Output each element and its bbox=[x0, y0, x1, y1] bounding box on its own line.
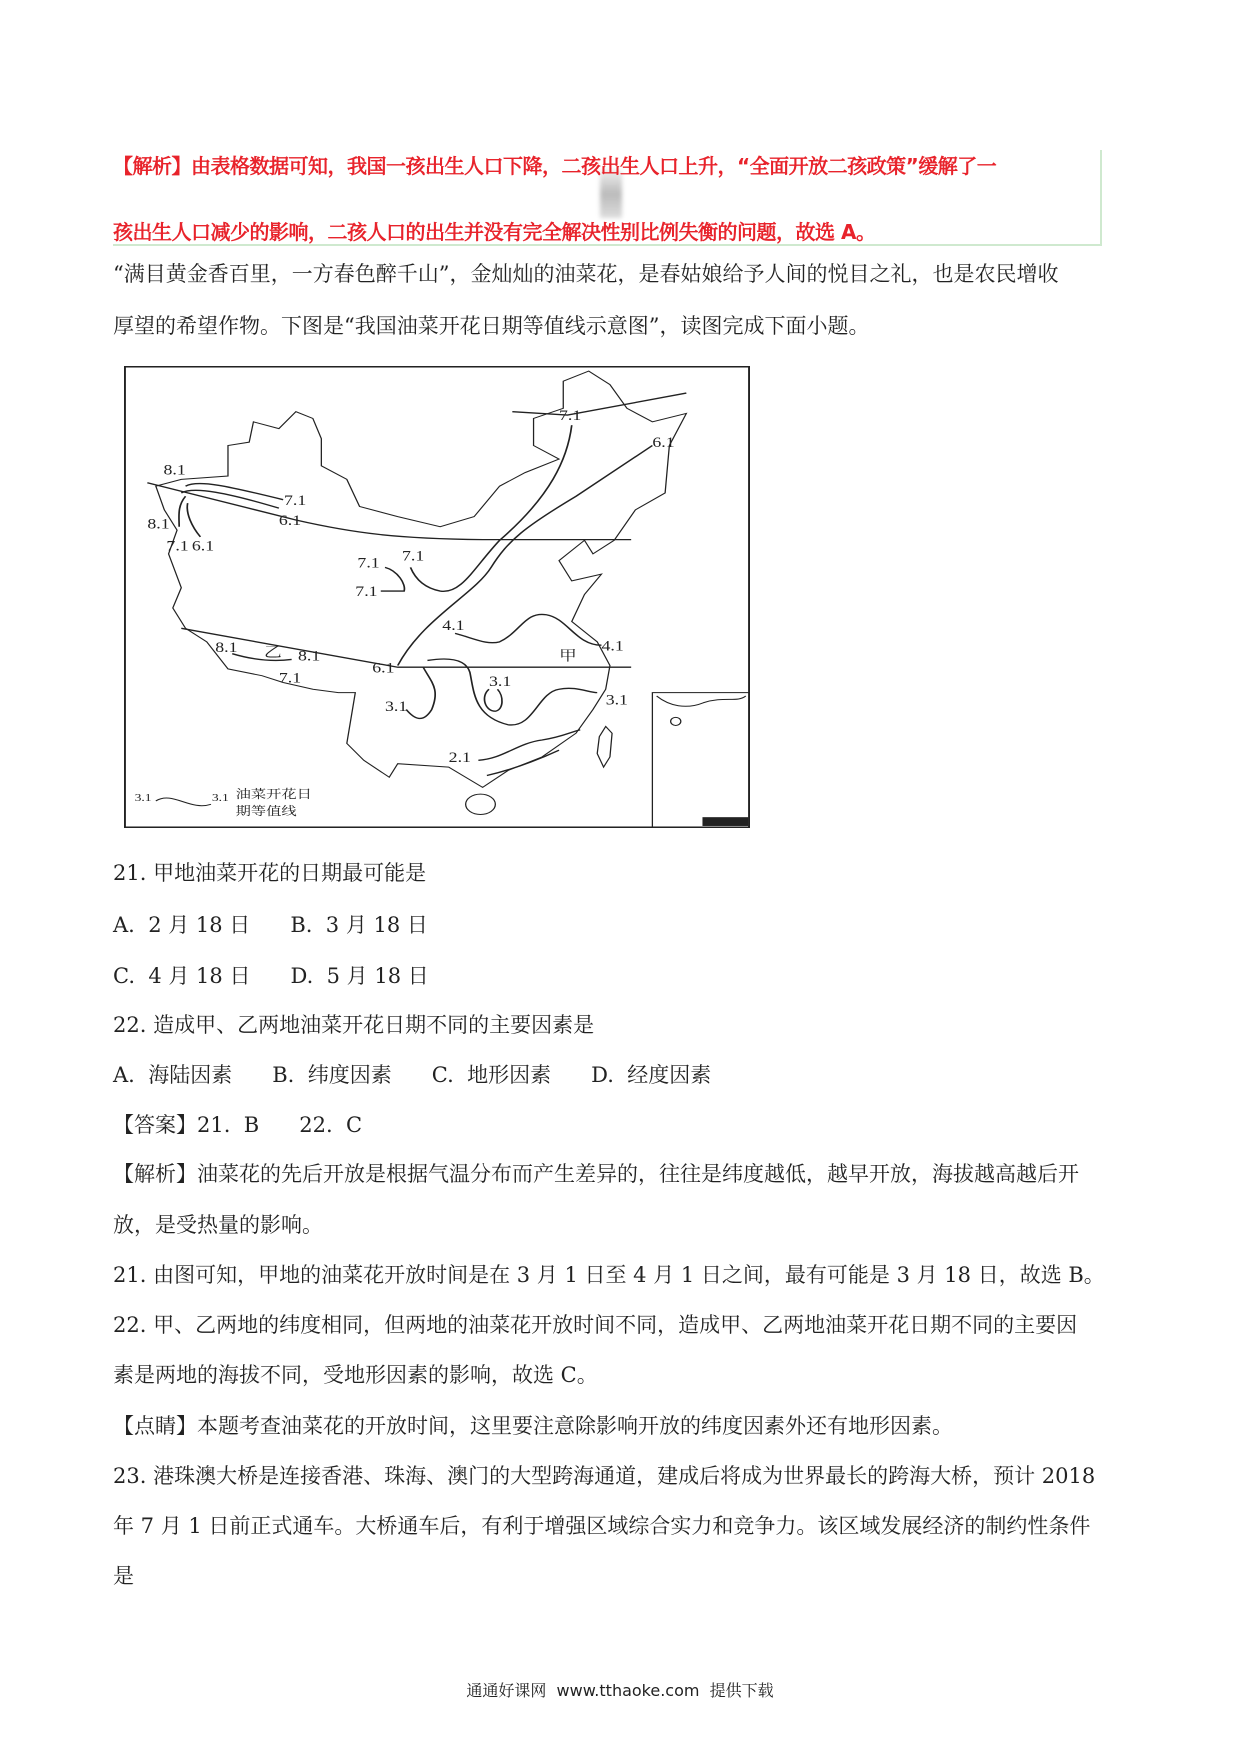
taiwan-island bbox=[597, 726, 612, 767]
map-label: 8.1 bbox=[147, 516, 170, 532]
legend-value: 3.1 bbox=[134, 791, 152, 804]
legend-value: 3.1 bbox=[211, 791, 229, 804]
map-label: 6.1 bbox=[278, 513, 302, 529]
question-23-line2: 年 7 月 1 日前正式通车。大桥通车后，有利于增强区域综合实力和竞争力。该区域发展经济的制约性条件 bbox=[113, 1514, 1091, 1538]
previous-analysis-line2: 孩出生人口减少的影响，二孩人口的出生并没有完全解决性别比例失衡的问题，故选 A。 bbox=[113, 220, 876, 244]
map-label: 4.1 bbox=[601, 638, 624, 654]
isoline bbox=[455, 614, 601, 645]
analysis-line2: 放，是受热量的影响。 bbox=[113, 1213, 323, 1237]
previous-analysis-line1: 【解析】由表格数据可知，我国一孩出生人口下降，二孩出生人口上升，“全面开放二孩政策”缓解了一 bbox=[113, 154, 997, 178]
isoline bbox=[179, 496, 186, 526]
isoline bbox=[512, 393, 686, 415]
footer: 通通好课网 www.tthaoke.com 提供下载 bbox=[466, 1681, 774, 1700]
map-label: 6.1 bbox=[191, 538, 215, 554]
label-jia: 甲 bbox=[559, 648, 577, 664]
analysis-line1: 【解析】油菜花的先后开放是根据气温分布而产生差异的，往往是纬度越低，越早开放，海拔越高越后开 bbox=[113, 1162, 1079, 1186]
isoline bbox=[427, 659, 597, 725]
map-label: 7.1 bbox=[559, 408, 582, 424]
question-21-options-ab: A. 2 月 18 日 B. 3 月 18 日 bbox=[113, 913, 428, 937]
isoline bbox=[186, 483, 284, 499]
isoline bbox=[187, 503, 200, 537]
legend-text: 油菜开花日 bbox=[235, 787, 312, 801]
question-22-options: A. 海陆因素 B. 纬度因素 C. 地形因素 D. 经度因素 bbox=[113, 1063, 712, 1087]
dianjing: 【点睛】本题考查油菜花的开放时间，这里要注意除影响开放的纬度因素外还有地形因素。 bbox=[113, 1414, 953, 1438]
isoline bbox=[406, 667, 435, 718]
isoline bbox=[381, 567, 405, 591]
map-label: 7.1 bbox=[166, 538, 189, 554]
rapeseed-flowering-isoline-map bbox=[124, 366, 750, 828]
question-23-line3: 是 bbox=[113, 1564, 134, 1588]
question-23-line1: 23. 港珠澳大桥是连接香港、珠海、澳门的大型跨海通道，建成后将成为世界最长的跨海大桥，预计 2018 bbox=[113, 1464, 1096, 1488]
map-label: 7.1 bbox=[278, 670, 302, 686]
china-outline bbox=[156, 371, 687, 787]
map-label: 8.1 bbox=[215, 640, 238, 656]
isoline bbox=[147, 483, 631, 540]
south-china-sea-inset bbox=[652, 693, 749, 828]
legend-text: 期等值线 bbox=[235, 804, 297, 818]
analysis-line4: 22. 甲、乙两地的纬度相同，但两地的油菜花开放时间不同，造成甲、乙两地油菜开花日期不同的主要因 bbox=[113, 1313, 1078, 1337]
map-label: 7.1 bbox=[355, 584, 378, 600]
legend-line-sample bbox=[156, 798, 211, 806]
isoline bbox=[487, 750, 559, 775]
map-label: 7.1 bbox=[401, 549, 425, 565]
isoline bbox=[478, 730, 580, 760]
map-label: 7.1 bbox=[284, 493, 307, 509]
map-label: 6.1 bbox=[372, 660, 395, 676]
intro-line1: “满目黄金香百里，一方春色醉千山”，金灿灿的油菜花，是春姑娘给予人间的悦目之礼，也是农民增收 bbox=[113, 262, 1059, 286]
isoline bbox=[398, 446, 653, 666]
isoline bbox=[484, 689, 502, 711]
map-label: 2.1 bbox=[448, 750, 471, 766]
hainan-island bbox=[466, 794, 496, 814]
map-label: 6.1 bbox=[652, 435, 675, 451]
question-21: 21. 甲地油菜开花的日期最可能是 bbox=[113, 861, 427, 885]
isoline bbox=[232, 654, 291, 661]
label-yi: 乙 bbox=[264, 645, 282, 661]
map-label: 7.1 bbox=[357, 555, 380, 571]
question-22: 22. 造成甲、乙两地油菜开花日期不同的主要因素是 bbox=[113, 1013, 595, 1037]
answer: 【答案】21. B 22. C bbox=[113, 1113, 363, 1137]
map-label: 3.1 bbox=[488, 674, 512, 690]
map-label: 8.1 bbox=[163, 462, 186, 478]
analysis-line5: 素是两地的海拔不同，受地形因素的影响，故选 C。 bbox=[113, 1363, 598, 1387]
map-label: 3.1 bbox=[385, 699, 408, 715]
analysis-line3: 21. 由图可知，甲地的油菜花开放时间是在 3 月 1 日至 4 月 1 日之间，最有可能是 3 月 18 日，故选 B。 bbox=[113, 1263, 1105, 1287]
intro-line2: 厚望的希望作物。下图是“我国油菜开花日期等值线示意图”，读图完成下面小题。 bbox=[113, 314, 870, 338]
map-label: 3.1 bbox=[605, 692, 628, 708]
map-label: 4.1 bbox=[442, 618, 465, 634]
map-label: 8.1 bbox=[298, 648, 321, 664]
isoline bbox=[181, 490, 279, 508]
question-21-options-cd: C. 4 月 18 日 D. 5 月 18 日 bbox=[113, 964, 429, 988]
